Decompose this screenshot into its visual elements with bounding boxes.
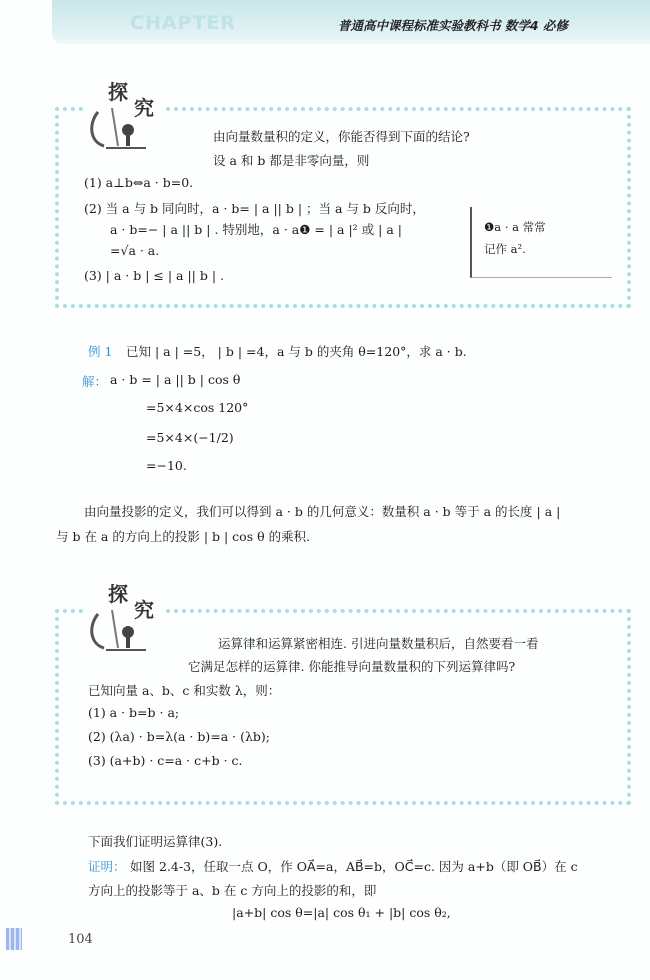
explore1-item-2c: =√a · a. [110,243,160,258]
explore1-intro-1: 由向量数量积的定义，你能否得到下面的结论? [213,129,470,144]
explore1-item-3: (3) | a · b | ≤ | a || b | . [84,268,224,283]
explore2-given: 已知向量 a、b、c 和实数 λ，则： [88,683,281,698]
geometric-meaning-line-2: 与 b 在 a 的方向上的投影 | b | cos θ 的乘积. [56,529,311,544]
proof-intro: 下面我们证明运算律(3). [88,834,223,849]
solution-label: 解： [82,374,108,389]
explore2-law-1: (1) a · b=b · a; [88,705,180,720]
explore-char-2: 究 [134,96,154,120]
magnifier-book-icon [84,90,154,154]
explore2-intro-2: 它满足怎样的运算律. 你能推导向量数量积的下列运算律吗? [188,659,516,674]
side-note-line-1: ❶a · a 常常 [484,220,546,234]
explore-icon-1 [84,70,166,156]
side-note [470,207,612,278]
explore1-intro-2: 设 a 和 b 都是非零向量，则 [213,153,370,168]
proof-line-1: 如图 2.4-3，任取一点 O，作 OA⃗=a，AB⃗=b，OC⃗=c. 因为 a+b（即 OB⃗）在 c [130,859,578,874]
explore2-law-3: (3) (a+b) · c=a · c+b · c. [88,753,243,768]
explore-icon-2 [84,572,166,658]
page-number: 104 [68,932,93,947]
proof-formula: |a+b| cos θ=|a| cos θ₁ + |b| cos θ₂, [232,905,451,920]
chapter-label: CHAPTER [130,12,237,34]
magnifier-book-icon [84,592,154,656]
explore2-law-2: (2) (λa) · b=λ(a · b)=a · (λb); [88,729,270,744]
explore1-item-2b: a · b=− | a || b | . 特别地，a · a❶ = | a |² 或 | a | [110,222,402,237]
solution-step-1: a · b = | a || b | cos θ [110,372,241,387]
solution-step-3: =5×4×(−1/2) [146,430,234,445]
explore2-intro-1: 运算律和运算紧密相连. 引进向量数量积后，自然要看一看 [218,636,539,651]
side-note-line-2: 记作 a². [484,242,526,256]
explore-char-1: 探 [108,80,128,104]
explore1-item-1: (1) a⊥b⇔a · b=0. [84,175,194,190]
proof-line-2: 方向上的投影等于 a、b 在 c 方向上的投影的和，即 [88,883,377,898]
explore-char-1: 探 [108,582,128,606]
example-label: 例 1 [88,344,113,359]
proof-label: 证明： [88,859,126,874]
page-header [52,0,650,44]
example-text: 已知 | a | =5， | b | =4，a 与 b 的夹角 θ=120°，求 a · b. [126,344,467,359]
solution-step-4: =−10. [146,458,187,473]
page-edge-marker [6,928,22,950]
explore1-item-2a: (2) 当 a 与 b 同向时，a · b= | a || b | ；当 a 与 b 反向时， [84,201,425,216]
book-title: 普通高中课程标准实验教科书 数学4 必修 [338,18,568,33]
explore-char-2: 究 [134,598,154,622]
geometric-meaning-line-1: 由向量投影的定义，我们可以得到 a · b 的几何意义：数量积 a · b 等于 a 的长度 | a | [84,504,561,519]
solution-step-2: =5×4×cos 120° [146,400,249,415]
